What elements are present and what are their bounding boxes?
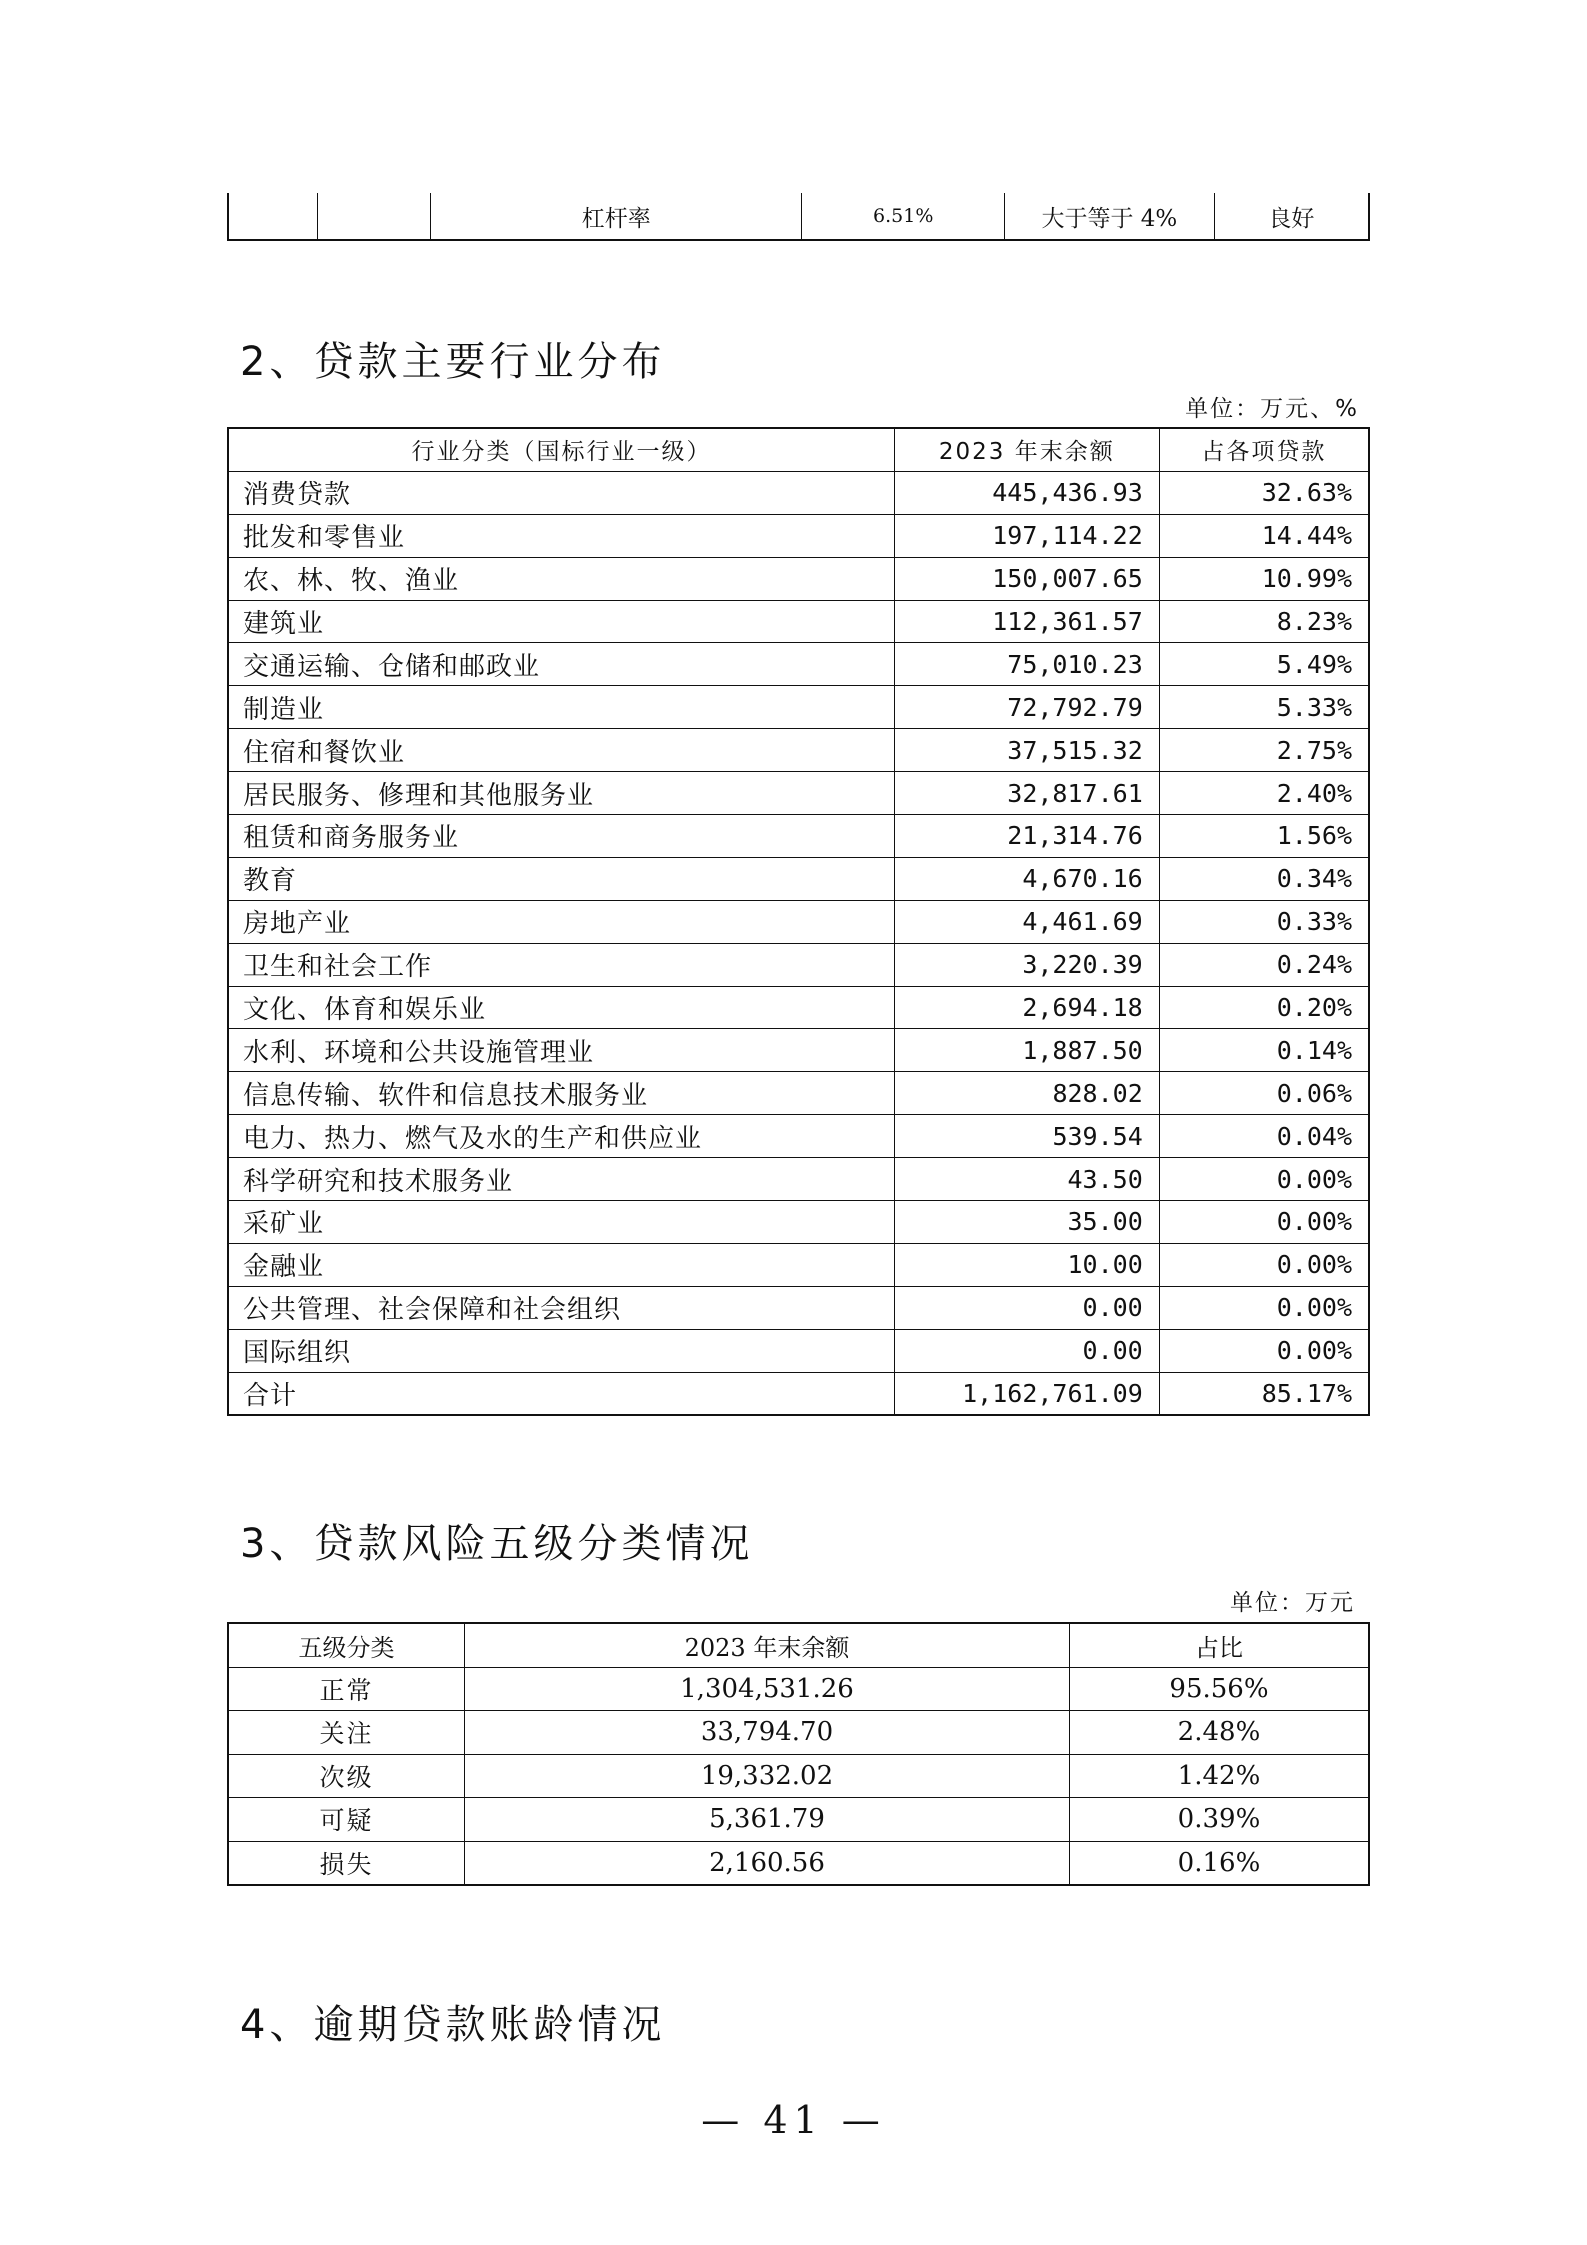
loan-share: 0.00% <box>1159 1201 1369 1244</box>
loan-share: 32.63% <box>1159 471 1369 514</box>
table-row <box>228 193 1369 240</box>
class-amount: 2,160.56 <box>465 1841 1070 1885</box>
column-header-amount: 2023 年末余额 <box>465 1623 1070 1667</box>
industry-distribution-table <box>227 427 1370 1416</box>
class-amount: 5,361.79 <box>465 1798 1070 1842</box>
loan-amount: 1,887.50 <box>894 1029 1159 1072</box>
empty-cell <box>318 193 431 240</box>
industry-name: 房地产业 <box>228 900 894 943</box>
industry-name: 租赁和商务服务业 <box>228 815 894 858</box>
table-row <box>228 729 1369 772</box>
section-2-title: 2、贷款主要行业分布 <box>240 339 666 385</box>
table-row <box>228 557 1369 600</box>
industry-name: 合计 <box>228 1372 894 1415</box>
column-header-amount: 2023 年末余额 <box>894 428 1159 471</box>
loan-share: 2.75% <box>1159 729 1369 772</box>
section-3-title: 3、贷款风险五级分类情况 <box>240 1521 754 1567</box>
loan-amount: 37,515.32 <box>894 729 1159 772</box>
indicator-status: 良好 <box>1214 193 1369 240</box>
class-amount: 33,794.70 <box>465 1711 1070 1755</box>
table-row <box>228 772 1369 815</box>
table-row <box>228 1754 1369 1798</box>
risk-class: 关注 <box>228 1711 465 1755</box>
loan-share: 8.23% <box>1159 600 1369 643</box>
class-ratio: 95.56% <box>1069 1667 1369 1711</box>
page-number: — 41 — <box>701 2098 886 2142</box>
loan-share: 10.99% <box>1159 557 1369 600</box>
loan-share: 0.04% <box>1159 1115 1369 1158</box>
loan-amount: 4,670.16 <box>894 857 1159 900</box>
indicator-name: 杠杆率 <box>431 193 802 240</box>
table-row <box>228 1286 1369 1329</box>
capital-indicator-table-continuation <box>227 193 1370 241</box>
table-row <box>228 815 1369 858</box>
industry-name: 教育 <box>228 857 894 900</box>
column-header-class: 五级分类 <box>228 1623 465 1667</box>
table-row <box>228 643 1369 686</box>
industry-name: 水利、环境和公共设施管理业 <box>228 1029 894 1072</box>
loan-share: 0.33% <box>1159 900 1369 943</box>
loan-share: 85.17% <box>1159 1372 1369 1415</box>
table-header-row <box>228 428 1369 471</box>
table-row <box>228 1798 1369 1842</box>
table-row <box>228 600 1369 643</box>
loan-share: 14.44% <box>1159 514 1369 557</box>
industry-name: 农、林、牧、渔业 <box>228 557 894 600</box>
empty-cell <box>228 193 318 240</box>
loan-amount: 4,461.69 <box>894 900 1159 943</box>
industry-name: 建筑业 <box>228 600 894 643</box>
loan-share: 0.24% <box>1159 943 1369 986</box>
industry-name: 住宿和餐饮业 <box>228 729 894 772</box>
loan-amount: 0.00 <box>894 1329 1159 1372</box>
loan-amount: 43.50 <box>894 1158 1159 1201</box>
table-row <box>228 514 1369 557</box>
loan-amount: 32,817.61 <box>894 772 1159 815</box>
industry-name: 公共管理、社会保障和社会组织 <box>228 1286 894 1329</box>
loan-amount: 112,361.57 <box>894 600 1159 643</box>
risk-class: 可疑 <box>228 1798 465 1842</box>
table-row <box>228 1841 1369 1885</box>
industry-name: 消费贷款 <box>228 471 894 514</box>
loan-amount: 1,162,761.09 <box>894 1372 1159 1415</box>
table-row <box>228 686 1369 729</box>
loan-share: 0.00% <box>1159 1158 1369 1201</box>
section-4-title: 4、逾期贷款账龄情况 <box>240 2002 666 2048</box>
table-row <box>228 1243 1369 1286</box>
table-row <box>228 986 1369 1029</box>
loan-amount: 2,694.18 <box>894 986 1159 1029</box>
table-row <box>228 1115 1369 1158</box>
table-row <box>228 943 1369 986</box>
industry-name: 金融业 <box>228 1243 894 1286</box>
loan-share: 2.40% <box>1159 772 1369 815</box>
column-header-ratio: 占比 <box>1069 1623 1369 1667</box>
risk-class: 次级 <box>228 1754 465 1798</box>
table-header-row <box>228 1623 1369 1667</box>
industry-name: 文化、体育和娱乐业 <box>228 986 894 1029</box>
risk-classification-table <box>227 1622 1370 1886</box>
risk-class: 正常 <box>228 1667 465 1711</box>
table-row <box>228 1158 1369 1201</box>
table-row <box>228 471 1369 514</box>
indicator-value: 6.51% <box>802 193 1005 240</box>
industry-name: 居民服务、修理和其他服务业 <box>228 772 894 815</box>
loan-amount: 828.02 <box>894 1072 1159 1115</box>
loan-share: 0.20% <box>1159 986 1369 1029</box>
industry-name: 国际组织 <box>228 1329 894 1372</box>
table-row <box>228 1329 1369 1372</box>
loan-amount: 21,314.76 <box>894 815 1159 858</box>
table-row <box>228 900 1369 943</box>
loan-amount: 35.00 <box>894 1201 1159 1244</box>
loan-amount: 197,114.22 <box>894 514 1159 557</box>
class-ratio: 0.16% <box>1069 1841 1369 1885</box>
industry-name: 制造业 <box>228 686 894 729</box>
loan-share: 0.00% <box>1159 1329 1369 1372</box>
table-row <box>228 1072 1369 1115</box>
loan-share: 0.14% <box>1159 1029 1369 1072</box>
table-row <box>228 857 1369 900</box>
loan-share: 5.49% <box>1159 643 1369 686</box>
table-row <box>228 1372 1369 1415</box>
loan-amount: 3,220.39 <box>894 943 1159 986</box>
class-ratio: 2.48% <box>1069 1711 1369 1755</box>
section-3-unit: 单位：万元 <box>1230 1590 1355 1616</box>
class-amount: 1,304,531.26 <box>465 1667 1070 1711</box>
loan-share: 1.56% <box>1159 815 1369 858</box>
loan-amount: 445,436.93 <box>894 471 1159 514</box>
loan-amount: 75,010.23 <box>894 643 1159 686</box>
industry-name: 批发和零售业 <box>228 514 894 557</box>
indicator-requirement: 大于等于 4% <box>1005 193 1215 240</box>
loan-amount: 150,007.65 <box>894 557 1159 600</box>
loan-share: 0.06% <box>1159 1072 1369 1115</box>
loan-amount: 539.54 <box>894 1115 1159 1158</box>
table-row <box>228 1201 1369 1244</box>
industry-name: 科学研究和技术服务业 <box>228 1158 894 1201</box>
loan-share: 0.00% <box>1159 1243 1369 1286</box>
industry-name: 电力、热力、燃气及水的生产和供应业 <box>228 1115 894 1158</box>
loan-amount: 72,792.79 <box>894 686 1159 729</box>
class-ratio: 1.42% <box>1069 1754 1369 1798</box>
industry-name: 交通运输、仓储和邮政业 <box>228 643 894 686</box>
loan-share: 5.33% <box>1159 686 1369 729</box>
section-2-unit: 单位：万元、% <box>1185 396 1359 422</box>
column-header-industry: 行业分类（国标行业一级） <box>228 428 894 471</box>
column-header-share: 占各项贷款 <box>1159 428 1369 471</box>
table-row <box>228 1711 1369 1755</box>
loan-share: 0.34% <box>1159 857 1369 900</box>
class-amount: 19,332.02 <box>465 1754 1070 1798</box>
industry-name: 卫生和社会工作 <box>228 943 894 986</box>
risk-class: 损失 <box>228 1841 465 1885</box>
table-row <box>228 1667 1369 1711</box>
industry-name: 信息传输、软件和信息技术服务业 <box>228 1072 894 1115</box>
class-ratio: 0.39% <box>1069 1798 1369 1842</box>
table-row <box>228 1029 1369 1072</box>
industry-name: 采矿业 <box>228 1201 894 1244</box>
loan-amount: 0.00 <box>894 1286 1159 1329</box>
loan-amount: 10.00 <box>894 1243 1159 1286</box>
loan-share: 0.00% <box>1159 1286 1369 1329</box>
